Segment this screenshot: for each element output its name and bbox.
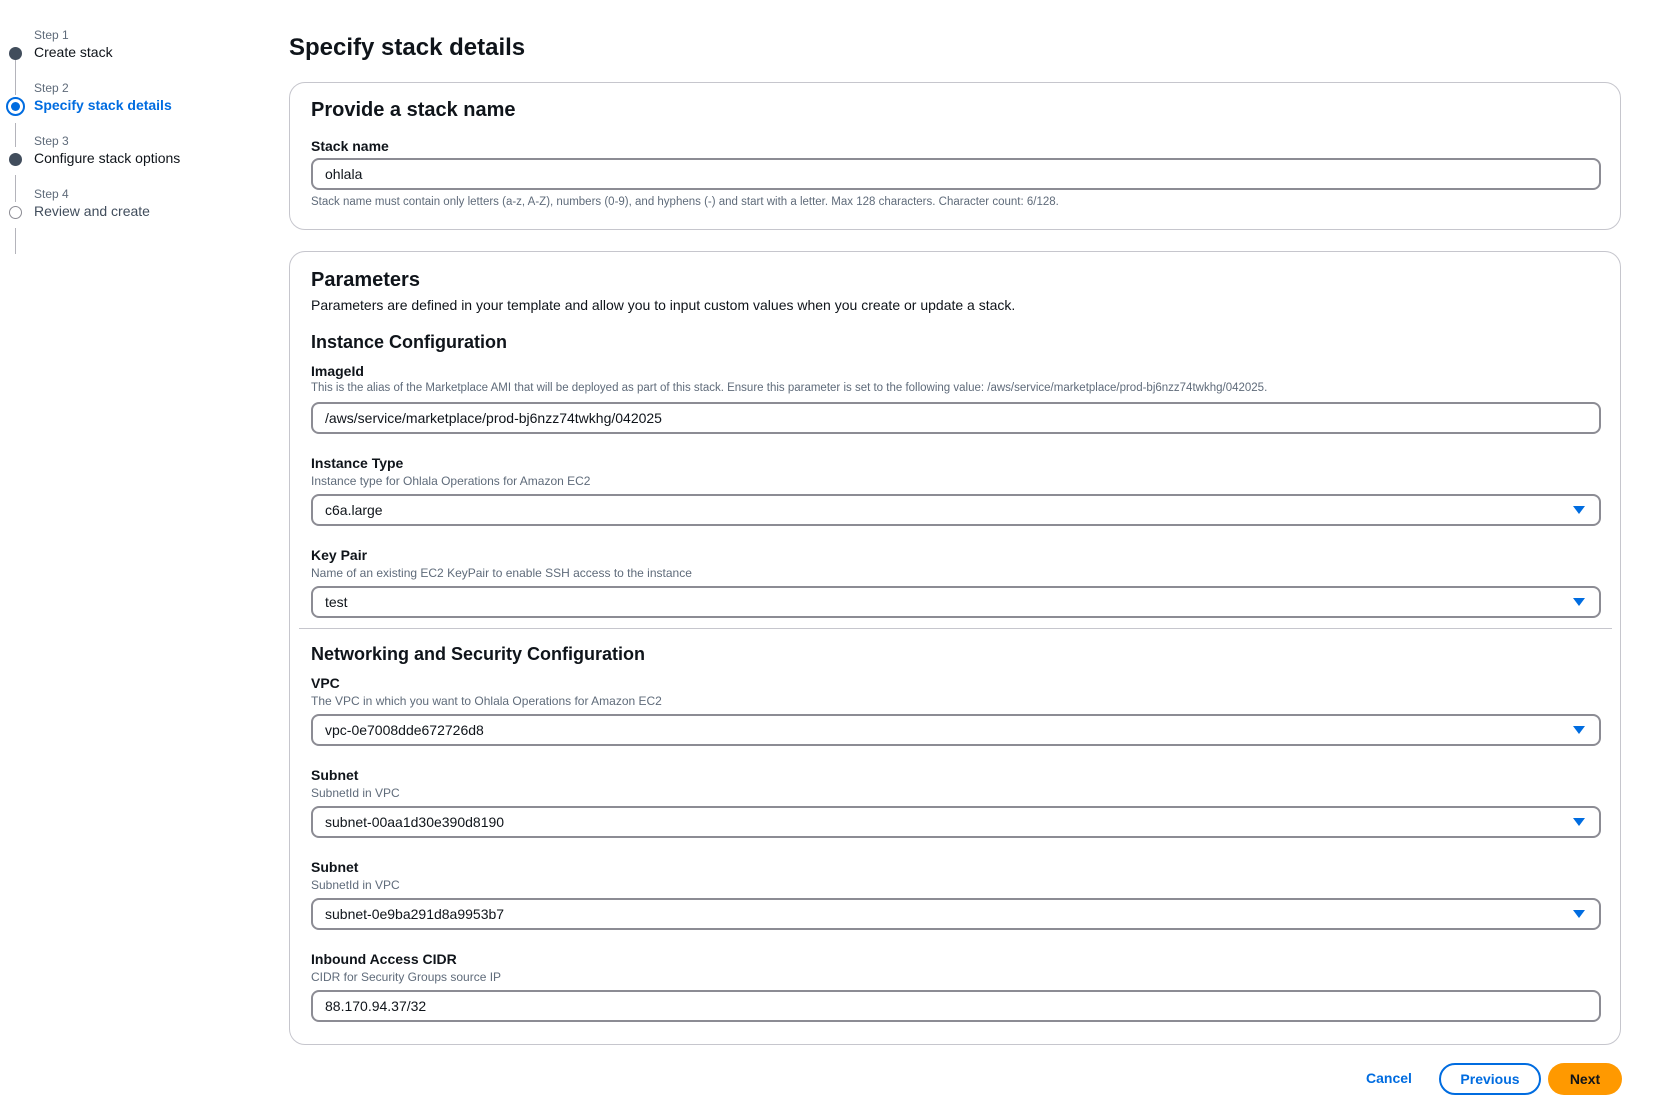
step-title: Review and create bbox=[34, 203, 150, 219]
step-current-icon bbox=[6, 97, 25, 116]
subnet-1-description: SubnetId in VPC bbox=[311, 786, 400, 800]
instance-type-description: Instance type for Ohlala Operations for Amazon EC2 bbox=[311, 474, 591, 488]
subnet-1-select[interactable] bbox=[311, 806, 1601, 838]
instance-config-heading: Instance Configuration bbox=[311, 332, 508, 352]
vpc-value: vpc-0e7008dde672726d8 bbox=[325, 722, 484, 738]
instance-type-value: c6a.large bbox=[325, 502, 383, 518]
subnet-1-label: Subnet bbox=[311, 767, 359, 783]
step-2 bbox=[0, 81, 260, 121]
previous-button[interactable]: Previous bbox=[1439, 1063, 1541, 1095]
stepper-connector bbox=[15, 228, 16, 254]
next-button[interactable]: Next bbox=[1548, 1063, 1622, 1095]
step-number: Step 1 bbox=[34, 28, 69, 42]
instance-type-select[interactable] bbox=[311, 494, 1601, 526]
vpc-label: VPC bbox=[311, 675, 340, 691]
caret-down-icon bbox=[1573, 598, 1585, 606]
cancel-button[interactable]: Cancel bbox=[1366, 1070, 1412, 1086]
cidr-value: 88.170.94.37/32 bbox=[325, 998, 427, 1014]
step-3 bbox=[0, 134, 260, 174]
stack-name-label: Stack name bbox=[311, 138, 389, 154]
instance-type-label: Instance Type bbox=[311, 455, 404, 471]
key-pair-value: test bbox=[325, 594, 348, 610]
step-4 bbox=[0, 187, 260, 227]
step-title: Configure stack options bbox=[34, 150, 181, 166]
subnet-2-select[interactable] bbox=[311, 898, 1601, 930]
vpc-description: The VPC in which you want to Ohlala Operations for Amazon EC2 bbox=[311, 694, 662, 708]
cidr-input[interactable] bbox=[311, 990, 1601, 1022]
stack-name-input[interactable] bbox=[311, 158, 1601, 190]
stack-name-hint: Stack name must contain only letters (a-z, A-Z), numbers (0-9), and hyphens (-) and start with a letter. Max 128 characters. Character count: 6/128. bbox=[311, 196, 1059, 208]
key-pair-select[interactable] bbox=[311, 586, 1601, 618]
caret-down-icon bbox=[1573, 726, 1585, 734]
caret-down-icon bbox=[1573, 910, 1585, 918]
cidr-label: Inbound Access CIDR bbox=[311, 951, 457, 967]
step-1[interactable] bbox=[0, 28, 260, 68]
image-id-label: ImageId bbox=[311, 363, 364, 379]
step-pending-icon bbox=[9, 206, 22, 219]
cidr-description: CIDR for Security Groups source IP bbox=[311, 970, 502, 984]
subnet-1-value: subnet-00aa1d30e390d8190 bbox=[325, 814, 505, 830]
image-id-description: This is the alias of the Marketplace AMI that will be deployed as part of this stack. Ensure this parameter is set to the following value: /aws/service/marketplace/prod-bj6nzz74twkhg/042025. bbox=[311, 382, 1268, 394]
caret-down-icon bbox=[1573, 818, 1585, 826]
caret-down-icon bbox=[1573, 506, 1585, 514]
parameters-container bbox=[289, 251, 1621, 1045]
step-complete-icon bbox=[9, 47, 22, 60]
parameters-description: Parameters are defined in your template and allow you to input custom values when you create or update a stack. bbox=[311, 297, 1016, 313]
subnet-2-label: Subnet bbox=[311, 859, 359, 875]
parameters-heading: Parameters bbox=[311, 269, 420, 291]
step-title[interactable]: Create stack bbox=[34, 44, 113, 60]
image-id-input[interactable] bbox=[311, 402, 1601, 434]
key-pair-label: Key Pair bbox=[311, 547, 368, 563]
image-id-value: /aws/service/marketplace/prod-bj6nzz74twkhg/042025 bbox=[325, 410, 662, 426]
stack-name-container bbox=[289, 82, 1621, 230]
section-divider bbox=[299, 628, 1612, 629]
step-number: Step 4 bbox=[34, 187, 69, 201]
subnet-2-value: subnet-0e9ba291d8a9953b7 bbox=[325, 906, 505, 922]
vpc-select[interactable] bbox=[311, 714, 1601, 746]
step-number: Step 2 bbox=[34, 81, 69, 95]
page-title: Specify stack details bbox=[289, 34, 526, 61]
step-number: Step 3 bbox=[34, 134, 69, 148]
stack-name-value: ohlala bbox=[325, 166, 363, 182]
step-title: Specify stack details bbox=[34, 97, 172, 113]
key-pair-description: Name of an existing EC2 KeyPair to enable SSH access to the instance bbox=[311, 566, 692, 580]
subnet-2-description: SubnetId in VPC bbox=[311, 878, 400, 892]
stack-name-heading: Provide a stack name bbox=[311, 99, 516, 121]
network-config-heading: Networking and Security Configuration bbox=[311, 644, 646, 664]
step-complete-icon bbox=[9, 153, 22, 166]
